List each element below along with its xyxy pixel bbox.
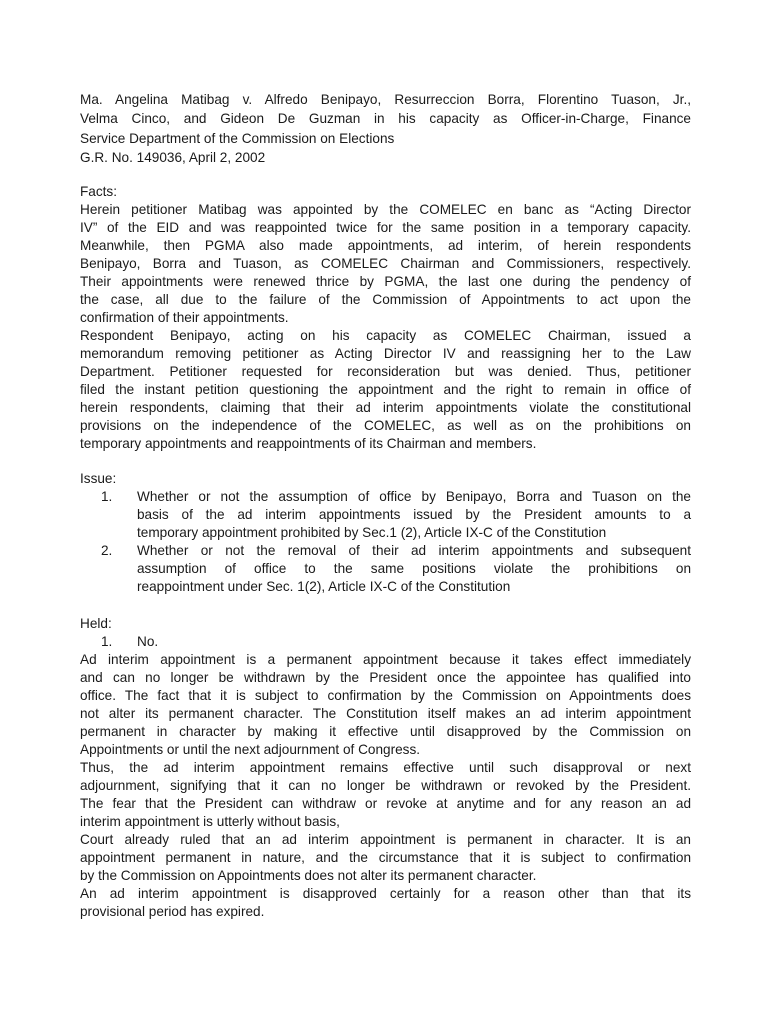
text-line: and can no longer be withdrawn by the President once the appointee has qualified into <box>80 670 691 686</box>
text-line: reappointment under Sec. 1(2), Article IX-C of the Constitution <box>137 579 511 595</box>
held-section <box>80 651 691 921</box>
text-line: An ad interim appointment is disapproved certainly for a reason other than that its <box>80 886 691 902</box>
issue-heading: Issue: <box>80 471 117 487</box>
text-line: permanent in character by making it effective until disapproved by the Commission on <box>80 724 691 740</box>
text-line: provisional period has expired. <box>80 904 265 920</box>
text-line: Benipayo, Borra and Tuason, as COMELEC Chairman and Commissioners, respectively. <box>80 256 691 272</box>
document-page <box>80 90 691 921</box>
text-line: temporary appointment prohibited by Sec.1 (2), Article IX-C of the Constitution <box>137 525 607 541</box>
facts-heading: Facts: <box>80 184 118 200</box>
facts-section <box>80 201 691 453</box>
paragraph <box>80 759 691 831</box>
list-item <box>80 542 691 596</box>
paragraph <box>80 831 691 885</box>
title-line: G.R. No. 149036, April 2, 2002 <box>80 149 266 165</box>
paragraph <box>80 201 691 327</box>
text-line: herein respondents, claiming that their ad interim appointments violate the constitutional <box>80 400 691 416</box>
text-line: IV” of the EID and was reappointed twice for the same position in a temporary capacity. <box>80 220 691 236</box>
text-line: Respondent Benipayo, acting on his capacity as COMELEC Chairman, issued a <box>80 328 691 344</box>
text-line: Thus, the ad interim appointment remains effective until such disapproval or next <box>80 760 691 776</box>
held-list <box>80 633 691 651</box>
text-line: confirmation of their appointments. <box>80 310 289 326</box>
paragraph <box>80 651 691 759</box>
text-line: temporary appointments and reappointments of its Chairman and members. <box>80 436 537 452</box>
held-heading: Held: <box>80 616 112 632</box>
text-line: Appointments or until the next adjournment of Congress. <box>80 742 421 758</box>
text-line: Department. Petitioner requested for reconsideration but was denied. Thus, petitioner <box>80 364 691 380</box>
list-item <box>80 633 691 651</box>
text-line: Ad interim appointment is a permanent appointment because it takes effect immediately <box>80 652 691 668</box>
text-line: appointment permanent in nature, and the circumstance that it is subject to confirmation <box>80 850 691 866</box>
list-number: 1. <box>101 634 113 650</box>
text-line: by the Commission on Appointments does not alter its permanent character. <box>80 868 537 884</box>
title-line: Ma. Angelina Matibag v. Alfredo Benipayo, Resurreccion Borra, Florentino Tuason, Jr., <box>80 92 691 107</box>
list-item <box>80 488 691 542</box>
title-line: Service Department of the Commission on Elections <box>80 130 395 146</box>
issue-list <box>80 488 691 596</box>
text-line: Whether or not the removal of their ad interim appointments and subsequent <box>137 543 691 559</box>
paragraph <box>80 327 691 453</box>
text-line: interim appointment is utterly without basis, <box>80 814 340 830</box>
text-line: Their appointments were renewed thrice by PGMA, the last one during the pendency of <box>80 274 691 290</box>
text-line: filed the instant petition questioning the appointment and the right to remain in office of <box>80 382 691 398</box>
text-line: assumption of office to the same positions violate the prohibitions on <box>137 561 691 577</box>
text-line: the case, all due to the failure of the Commission of Appointments to act upon the <box>80 292 691 308</box>
text-line: The fear that the President can withdraw or revoke at anytime and for any reason an ad <box>80 796 691 812</box>
text-line: memorandum removing petitioner as Acting Director IV and reassigning her to the Law <box>80 346 691 362</box>
list-number: 1. <box>101 489 113 505</box>
text-line: No. <box>137 634 159 650</box>
text-line: Herein petitioner Matibag was appointed by the COMELEC en banc as “Acting Director <box>80 202 691 218</box>
text-line: not alter its permanent character. The Constitution itself makes an ad interim appointment <box>80 706 691 722</box>
title-line: Velma Cinco, and Gideon De Guzman in his capacity as Officer-in-Charge, Finance <box>80 111 691 127</box>
paragraph <box>80 885 691 921</box>
text-line: Whether or not the assumption of office by Benipayo, Borra and Tuason on the <box>137 489 691 505</box>
list-number: 2. <box>101 543 113 559</box>
case-title-block <box>80 90 691 167</box>
text-line: office. The fact that it is subject to confirmation by the Commission on Appointments does <box>80 688 691 704</box>
text-line: basis of the ad interim appointments issued by the President amounts to a <box>137 507 691 523</box>
text-line: adjournment, signifying that it can no longer be withdrawn or revoked by the President. <box>80 778 691 794</box>
text-line: provisions on the independence of the COMELEC, as well as on the prohibitions on <box>80 418 691 434</box>
text-line: Meanwhile, then PGMA also made appointments, ad interim, of herein respondents <box>80 238 691 254</box>
text-line: Court already ruled that an ad interim appointment is permanent in character. It is an <box>80 832 691 848</box>
